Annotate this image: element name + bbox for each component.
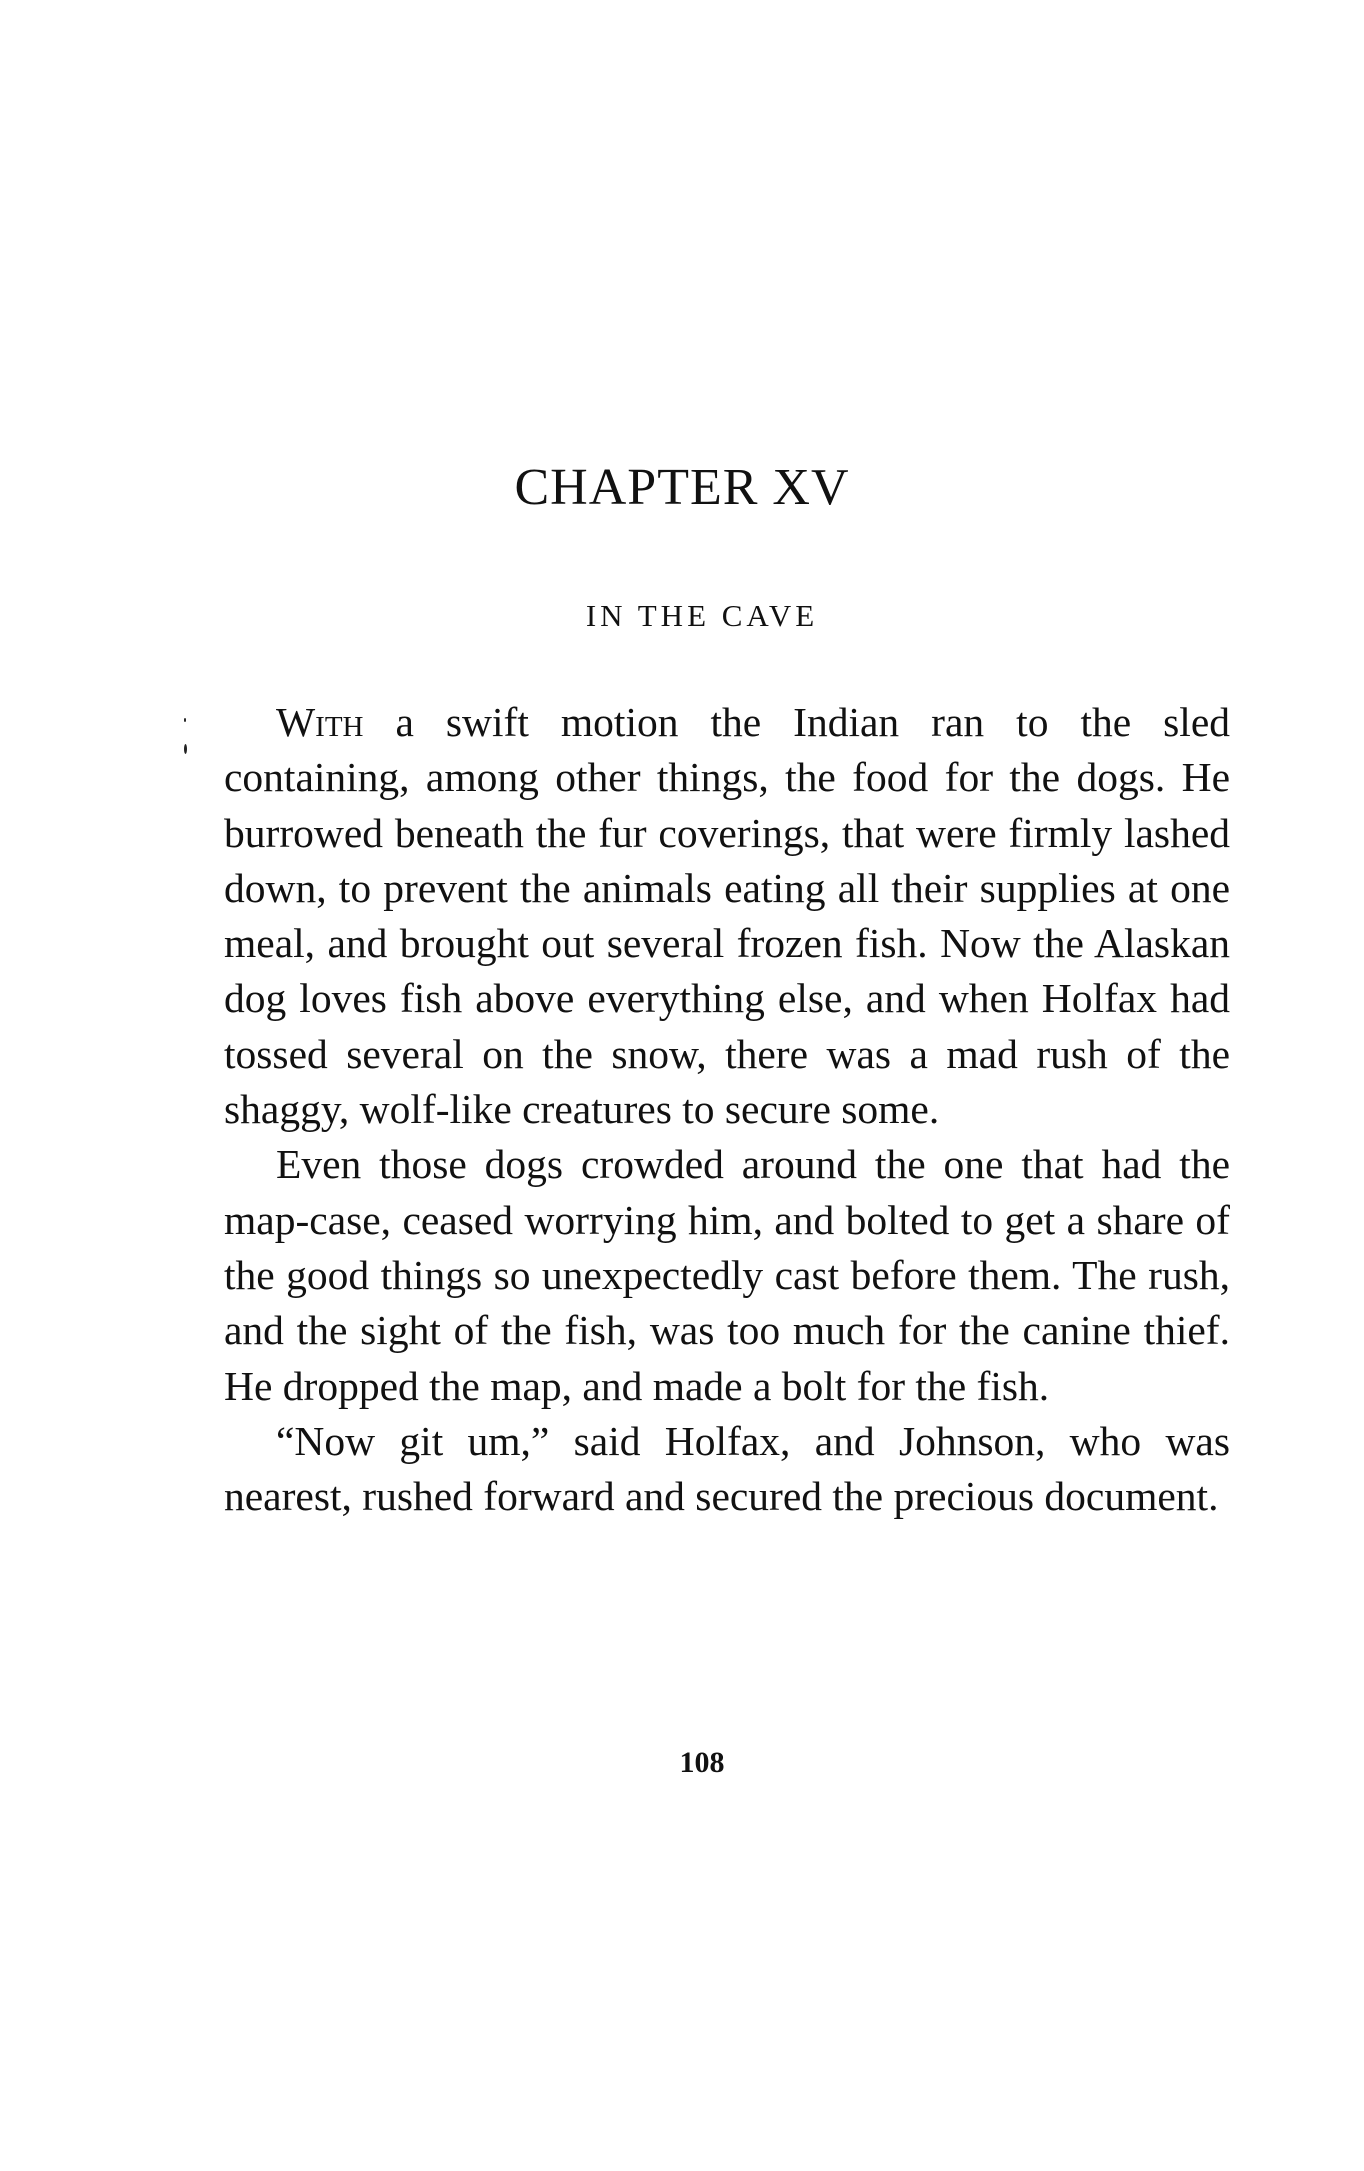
chapter-title: CHAPTER XV: [514, 459, 850, 516]
margin-speck: [184, 744, 187, 754]
margin-speck: [184, 718, 186, 722]
paragraph-1: [224, 695, 1230, 1137]
paragraph-2: Even those dogs crowded around the one that had the map-case, ceased worrying him, and bolted to get a share of the good things so unexpectedly cast before them. The rush, and the sight of the fish, was too much for the canine thief. He dropped the map, and made a bolt for the fish.: [224, 1141, 1230, 1409]
paragraph-1-text: a swift motion the Indian ran to the sled containing, among other things, the food for the dogs. He burrowed beneath the fur coverings, that were firmly lashed down, to prevent the animals eating all their supplies at one meal, and brought out several frozen fish. Now the Alaskan dog loves fish above everything else, and when Holfax had tossed several on the snow, there was a mad rush of the shaggy, wolf-like creatures to secure some.: [224, 699, 1230, 1133]
page-number: 108: [679, 1746, 725, 1779]
paragraph-1-opening-word: With: [276, 699, 364, 745]
paragraph-3: “Now git um,” said Holfax, and Johnson, who was nearest, rushed forward and secured the precious document.: [224, 1417, 1230, 1520]
chapter-body: [224, 695, 1230, 1524]
chapter-subtitle: IN THE CAVE: [585, 598, 819, 633]
